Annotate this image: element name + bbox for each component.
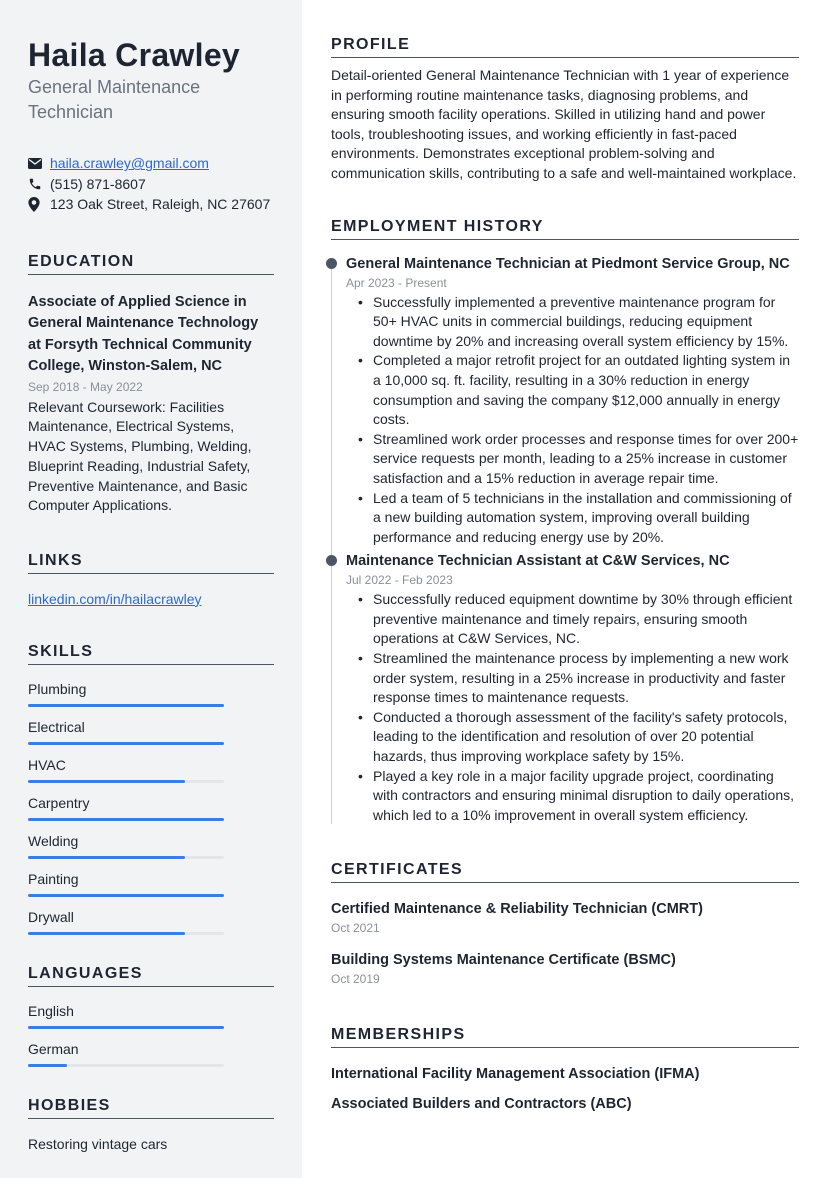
skill-level-bar (28, 742, 224, 745)
employment-section (331, 218, 799, 826)
skills-heading: SKILLS (28, 643, 274, 665)
languages-section (28, 965, 274, 1063)
skills-list (28, 665, 274, 931)
timeline-dot (326, 258, 337, 269)
skill-level-track (28, 704, 224, 707)
skill-level-track (28, 742, 224, 745)
contact-phone (28, 174, 274, 195)
skill-level-bar (28, 704, 224, 707)
skill-item (28, 817, 274, 855)
main-content (302, 0, 833, 1178)
skill-level-bar (28, 818, 224, 821)
skill-item (28, 741, 274, 779)
job-bullet: • Led a team of 5 technicians in the installation and commissioning of a new building automation system, improving overall building performance and reducing energy use by 20%. (358, 489, 799, 548)
email-link[interactable]: haila.crawley@gmail.com (50, 155, 209, 172)
membership-item: Associated Builders and Contractors (ABC) (331, 1096, 632, 1113)
job-entry (331, 254, 799, 548)
employment-heading: EMPLOYMENT HISTORY (331, 218, 799, 240)
certificate-date: Oct 2021 (331, 921, 380, 936)
candidate-title: General Maintenance Technician (28, 77, 201, 123)
education-heading: EDUCATION (28, 253, 274, 275)
language-level-track (28, 1064, 224, 1067)
skill-level-track (28, 780, 224, 783)
skill-level-track (28, 894, 224, 897)
hobbies-heading: HOBBIES (28, 1097, 274, 1119)
language-name: English (28, 1002, 74, 1019)
profile-summary: Detail-oriented General Maintenance Technician with 1 year of experience in performing routine maintenance tasks, diagnosing problems, and ensuring smooth facility operations. Skilled in utilizing hand and power tools, troubleshooting issues, and working efficiently in fast-paced environments. Demonstrates exceptional problem-solving and communication skills, contributing to a safe and well-maintained workplace. (331, 67, 797, 181)
skill-level-bar (28, 780, 185, 783)
languages-list (28, 987, 274, 1063)
job-title: General Maintenance Technician at Piedmont Service Group, NC (346, 255, 790, 272)
links-heading: LINKS (28, 552, 274, 574)
skill-level-track (28, 932, 224, 935)
skill-name: Electrical (28, 718, 85, 735)
membership-item: International Facility Management Association (IFMA) (331, 1066, 700, 1083)
contact-email (28, 153, 274, 174)
skill-item (28, 779, 274, 817)
skill-name: Welding (28, 832, 79, 849)
skill-level-track (28, 818, 224, 821)
memberships-section (331, 1026, 799, 1114)
job-bullets (346, 590, 799, 825)
skill-level-bar (28, 856, 185, 859)
phone-number: (515) 871-8607 (50, 175, 146, 192)
hobbies-section (28, 1097, 274, 1154)
profile-heading: PROFILE (331, 36, 799, 58)
job-title: Maintenance Technician Assistant at C&W Services, NC (346, 553, 730, 570)
contact-list (28, 153, 274, 215)
contact-address (28, 194, 274, 215)
profile-section (331, 36, 799, 184)
job-bullet: • Played a key role in a major facility upgrade project, coordinating with contractors and ensuring minimal disruption to daily operations, which led to a 10% improvement in overall system efficiency. (358, 767, 799, 826)
languages-heading: LANGUAGES (28, 965, 274, 987)
skill-name: Plumbing (28, 680, 87, 697)
envelope-icon (28, 158, 50, 169)
education-dates: Sep 2018 - May 2022 (28, 379, 143, 394)
job-dates: Jul 2022 - Feb 2023 (346, 573, 453, 588)
phone-icon (28, 177, 50, 191)
job-bullet: • Streamlined work order processes and response times for over 200+ service requests per month, leading to a 25% increase in customer satisfaction and a 15% reduction in average repair time. (358, 430, 799, 489)
job-bullet: • Successfully reduced equipment downtime by 30% through efficient preventive maintenance and timely repairs, ensuring smooth operations at C&W Services, NC. (358, 590, 799, 649)
language-name: German (28, 1040, 79, 1057)
candidate-name: Haila Crawley (28, 37, 241, 73)
education-section (28, 253, 274, 516)
timeline-dot (326, 555, 337, 566)
skill-item (28, 665, 274, 703)
employment-timeline (331, 254, 799, 826)
skill-level-bar (28, 932, 185, 935)
skill-level-track (28, 856, 224, 859)
job-bullet: • Conducted a thorough assessment of the facility's safety protocols, leading to the identification and resolution of over 20 potential hazards, thus improving workplace safety by 15%. (358, 708, 799, 767)
language-level-bar (28, 1026, 224, 1029)
certificates-heading: CERTIFICATES (331, 861, 799, 883)
skill-name: Carpentry (28, 794, 90, 811)
job-bullet: • Streamlined the maintenance process by implementing a new work order system, resulting in a 25% increase in productivity and faster response times to maintenance requests. (358, 649, 799, 708)
certificate-name: Building Systems Maintenance Certificate (BSMC) (331, 952, 676, 969)
address-text: 123 Oak Street, Raleigh, NC 27607 (50, 196, 271, 213)
language-level-track (28, 1026, 224, 1029)
job-entry (331, 551, 799, 825)
skill-item (28, 703, 274, 741)
language-item (28, 1025, 274, 1063)
language-level-bar (28, 1064, 67, 1067)
memberships-heading: MEMBERSHIPS (331, 1026, 799, 1048)
skill-name: Painting (28, 870, 79, 887)
skill-level-bar (28, 894, 224, 897)
language-item (28, 987, 274, 1025)
education-degree: Associate of Applied Science in General Maintenance Technology at Forsyth Technical Community College, Winston-Salem, NC (28, 293, 259, 375)
certificate-date: Oct 2019 (331, 972, 380, 987)
certificate-name: Certified Maintenance & Reliability Technician (CMRT) (331, 901, 703, 918)
skills-section (28, 643, 274, 931)
job-bullets (346, 293, 799, 548)
skill-name: HVAC (28, 756, 66, 773)
hobby-item: Restoring vintage cars (28, 1135, 168, 1152)
skill-name: Drywall (28, 908, 74, 925)
certificates-section (331, 861, 799, 988)
job-bullet: • Completed a major retrofit project for an outdated lighting system in a 10,000 sq. ft. facility, resulting in a 30% reduction in energy consumption and saving the company $12,000 annually in energy costs. (358, 351, 799, 429)
education-description: Relevant Coursework: Facilities Maintenance, Electrical Systems, HVAC Systems, Plumbing, Welding, Blueprint Reading, Industrial Safety, Preventive Maintenance, and Basic Computer Applications. (28, 398, 252, 514)
skill-item (28, 893, 274, 931)
sidebar (0, 0, 302, 1178)
links-section (28, 552, 274, 609)
map-pin-icon (28, 197, 50, 212)
linkedin-link[interactable]: linkedin.com/in/hailacrawley (28, 590, 202, 607)
job-bullet: • Successfully implemented a preventive maintenance program for 50+ HVAC units in commercial buildings, reducing equipment downtime by 20% and increasing overall system efficiency by 15%. (358, 293, 799, 352)
skill-item (28, 855, 274, 893)
job-dates: Apr 2023 - Present (346, 275, 447, 290)
